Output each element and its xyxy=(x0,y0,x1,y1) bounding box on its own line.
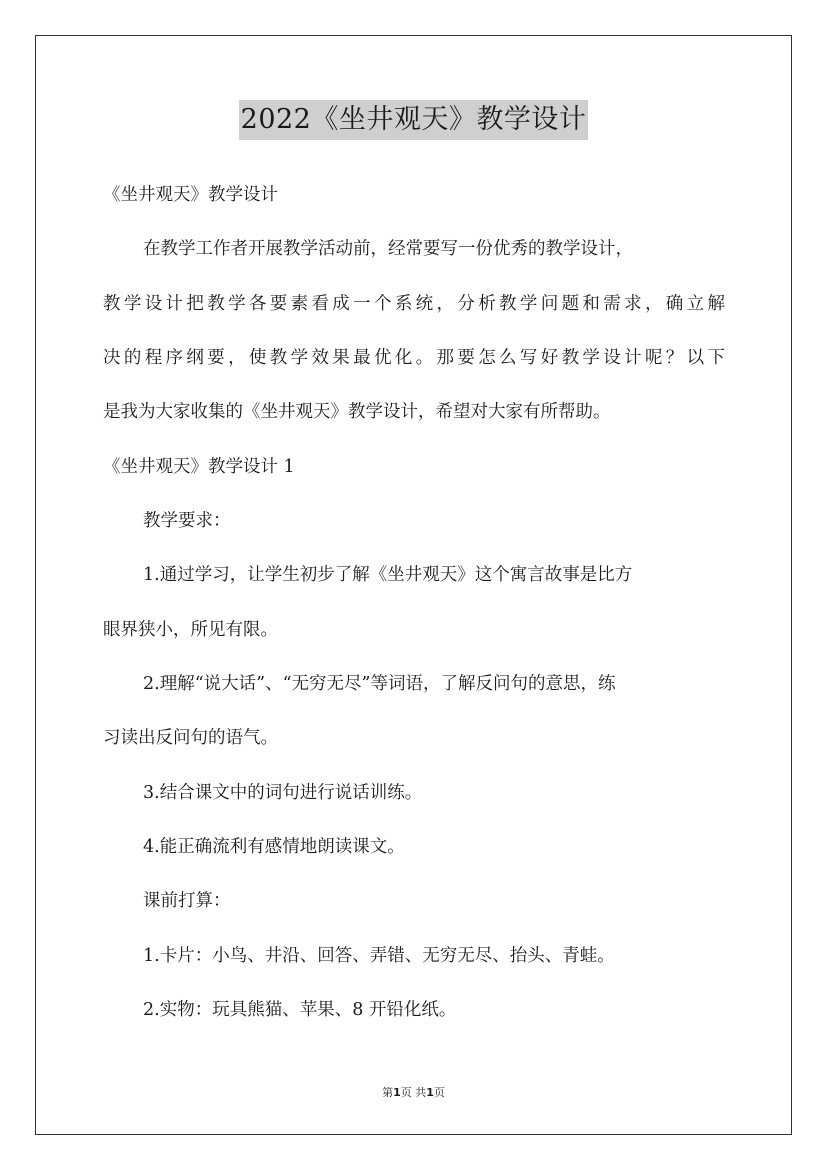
footer-text: 页 xyxy=(433,1086,445,1099)
subheading: 教学要求： xyxy=(143,511,231,531)
footer-text: 第 xyxy=(382,1086,394,1099)
footer-page-total: 1 xyxy=(426,1086,434,1099)
requirement-item: 习读出反问句的语气。 xyxy=(103,728,278,748)
requirement-item: 1.通过学习，让学生初步了解《坐井观天》这个寓言故事是比方 xyxy=(143,565,633,585)
intro-line: 在教学工作者开展教学活动前，经常要写一份优秀的教学设计， xyxy=(143,239,633,259)
page-footer xyxy=(0,1084,827,1100)
intro-line: 教学设计把教学各要素看成一个系统，分析教学问题和需求，确立解 xyxy=(103,294,725,314)
footer-page-number: 1 xyxy=(393,1086,401,1099)
title-container xyxy=(0,100,827,140)
intro-line: 决的程序纲要，使教学效果最优化。那要怎么写好教学设计呢？以下 xyxy=(103,348,725,368)
section-heading: 《坐井观天》教学设计 xyxy=(103,185,278,205)
requirement-item: 3.结合课文中的词句进行说话训练。 xyxy=(143,783,423,803)
footer-text: 页 共 xyxy=(400,1086,427,1099)
subheading: 课前打算： xyxy=(143,891,231,911)
requirement-item: 4.能正确流利有感情地朗读课文。 xyxy=(143,837,405,857)
requirement-item: 2.理解“说大话”、“无穷无尽”等词语，了解反问句的意思，练 xyxy=(143,674,616,694)
preparation-item: 2.实物：玩具熊猫、苹果、8 开铅化纸。 xyxy=(143,1000,457,1020)
requirement-item: 眼界狭小，所见有限。 xyxy=(103,620,278,640)
preparation-item: 1.卡片：小鸟、井沿、回答、弄错、无穷无尽、抬头、青蛙。 xyxy=(143,946,615,966)
document-title: 2022《坐井观天》教学设计 xyxy=(239,100,589,140)
section-heading: 《坐井观天》教学设计 1 xyxy=(103,457,295,477)
intro-line: 是我为大家收集的《坐井观天》教学设计，希望对大家有所帮助。 xyxy=(103,402,611,422)
